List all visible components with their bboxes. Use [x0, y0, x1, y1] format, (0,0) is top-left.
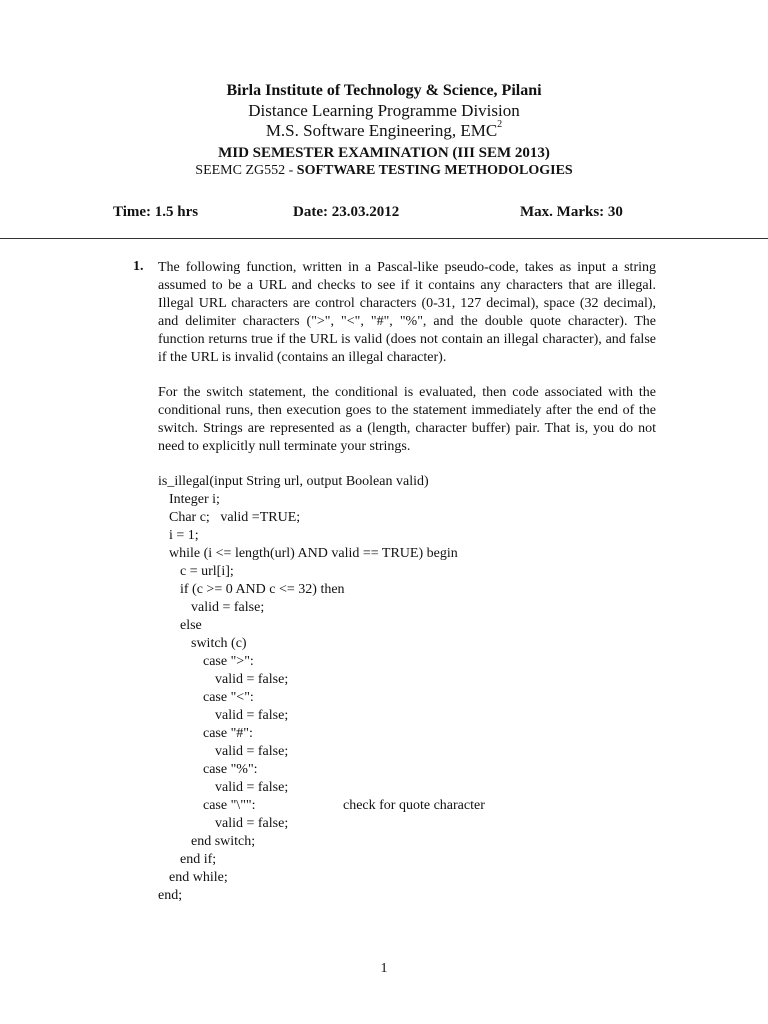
code-text: case "\"": — [203, 798, 256, 813]
code-line: end while; — [169, 870, 228, 885]
code-line: case "%": — [203, 762, 258, 777]
code-line: c = url[i]; — [180, 564, 234, 579]
code-line: valid = false; — [215, 672, 289, 687]
code-comment: check for quote character — [343, 798, 485, 813]
code-line — [203, 797, 485, 815]
exam-header — [0, 80, 768, 180]
course-code: SEEMC ZG552 - — [195, 163, 297, 178]
exam-date: Date: 23.03.2012 — [293, 204, 400, 220]
code-line: else — [180, 618, 202, 633]
institute-name: Birla Institute of Technology & Science, Pilani — [226, 82, 542, 99]
code-line: case "#": — [203, 726, 253, 741]
code-line: Integer i; — [169, 492, 220, 507]
page-number: 1 — [380, 961, 388, 976]
code-line: i = 1; — [169, 528, 199, 543]
question-number: 1. — [133, 259, 144, 274]
course-name: SOFTWARE TESTING METHODOLOGIES — [296, 163, 573, 178]
max-marks: Max. Marks: 30 — [520, 204, 623, 220]
code-line: valid = false; — [215, 708, 289, 723]
code-line: valid = false; — [191, 600, 265, 615]
header-divider — [0, 238, 768, 239]
code-line: end; — [158, 888, 183, 903]
question-paragraph-1: The following function, written in a Pascal-like pseudo-code, takes as input a string assumed to be a URL and checks to see if it contains any characters that are illegal. Illegal URL characters are control characters (0-31, 127 decimal), space (32 decimal), and delimiter characters (">", "<", "#", "%", and the double quote character). The function returns true if the URL is valid (does not contain an illegal character), and false if the URL is invalid (contains an illegal character). — [158, 260, 656, 365]
division-name: Distance Learning Programme Division — [248, 101, 520, 120]
code-line: end switch; — [191, 834, 256, 849]
code-line: valid = false; — [215, 744, 289, 759]
exam-title: MID SEMESTER EXAMINATION (III SEM 2013) — [218, 145, 550, 161]
code-line: switch (c) — [191, 636, 247, 651]
code-line: end if; — [180, 852, 217, 867]
code-line: while (i <= length(url) AND valid == TRUE) begin — [169, 546, 458, 561]
program-text: M.S. Software Engineering, EMC — [265, 121, 498, 140]
program-superscript: 2 — [497, 119, 503, 131]
code-line: case ">": — [203, 654, 254, 669]
code-line: if (c >= 0 AND c <= 32) then — [180, 582, 345, 597]
exam-time: Time: 1.5 hrs — [113, 204, 199, 220]
code-line: case "<": — [203, 690, 254, 705]
program-name — [0, 121, 768, 141]
course-line — [0, 162, 768, 180]
code-line: valid = false; — [215, 816, 289, 831]
question-paragraph-2: For the switch statement, the conditional is evaluated, then code associated with the conditional runs, then execution goes to the statement immediately after the end of the switch. Strings are represented as a (length, character buffer) pair. That is, you do not need to explicitly null terminate your strings. — [158, 385, 656, 454]
code-line: is_illegal(input String url, output Boolean valid) — [158, 474, 429, 489]
code-line: Char c; valid =TRUE; — [169, 510, 301, 525]
code-line: valid = false; — [215, 780, 289, 795]
